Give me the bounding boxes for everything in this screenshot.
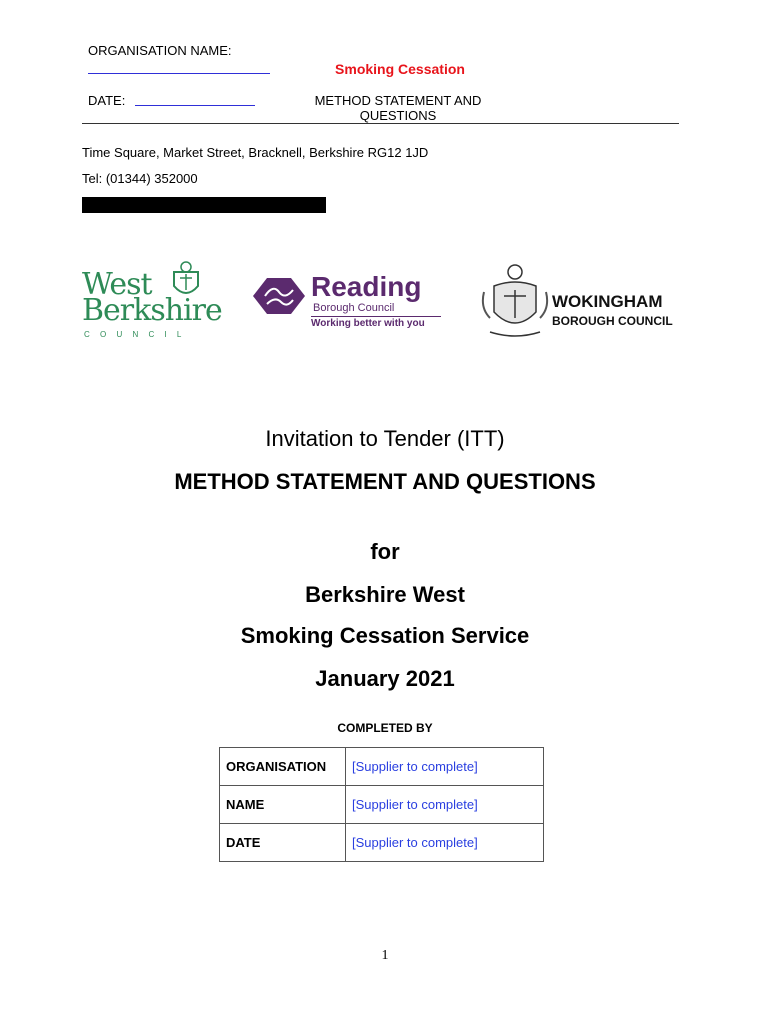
completed-by-table <box>219 747 544 862</box>
wb-word-west: West <box>82 267 152 302</box>
row-label: ORGANISATION <box>220 748 346 786</box>
wokingham-crest-icon <box>480 262 550 342</box>
reading-sub: Borough Council <box>313 302 395 314</box>
wokingham-name: WOKINGHAM <box>552 292 663 311</box>
doc-type-header: METHOD STATEMENT AND QUESTIONS <box>314 93 482 123</box>
header-rule <box>82 123 679 124</box>
wb-crest-icon <box>168 260 204 302</box>
table-row <box>220 824 544 862</box>
title-for: for <box>370 539 400 564</box>
completed-by-heading: COMPLETED BY <box>337 721 433 735</box>
title-method-statement: METHOD STATEMENT AND QUESTIONS <box>174 469 596 494</box>
reading-tagline: Working better with you <box>311 318 425 329</box>
wb-word-berkshire: Berkshire <box>82 293 222 328</box>
row-value[interactable]: [Supplier to complete] <box>346 786 544 824</box>
address-line: Time Square, Market Street, Bracknell, Berkshire RG12 1JD <box>82 145 429 160</box>
wb-word-council: C O U N C I L <box>84 330 186 339</box>
telephone: Tel: (01344) 352000 <box>82 171 198 186</box>
row-value[interactable]: [Supplier to complete] <box>346 748 544 786</box>
title-date: January 2021 <box>315 666 455 691</box>
row-value[interactable]: [Supplier to complete] <box>346 824 544 862</box>
table-row <box>220 786 544 824</box>
wokingham-sub: BOROUGH COUNCIL <box>552 314 673 328</box>
title-region: Berkshire West <box>305 582 465 607</box>
row-label: DATE <box>220 824 346 862</box>
org-name-label: ORGANISATION NAME: <box>88 43 232 58</box>
service-name: Smoking Cessation <box>335 61 465 77</box>
table-row <box>220 748 544 786</box>
page-number: 1 <box>381 948 389 963</box>
reading-logo <box>253 272 448 332</box>
redaction-bar <box>82 197 326 213</box>
reading-emblem-icon <box>253 278 305 314</box>
title-service: Smoking Cessation Service <box>240 623 530 648</box>
row-label: NAME <box>220 786 346 824</box>
reading-name: Reading <box>311 271 422 302</box>
reading-divider <box>311 316 441 317</box>
west-berkshire-logo <box>80 260 220 345</box>
date-label: DATE: <box>88 93 126 108</box>
wokingham-logo <box>480 262 680 344</box>
date-blank <box>135 93 255 106</box>
title-itt: Invitation to Tender (ITT) <box>265 426 505 451</box>
org-name-blank <box>88 58 270 74</box>
